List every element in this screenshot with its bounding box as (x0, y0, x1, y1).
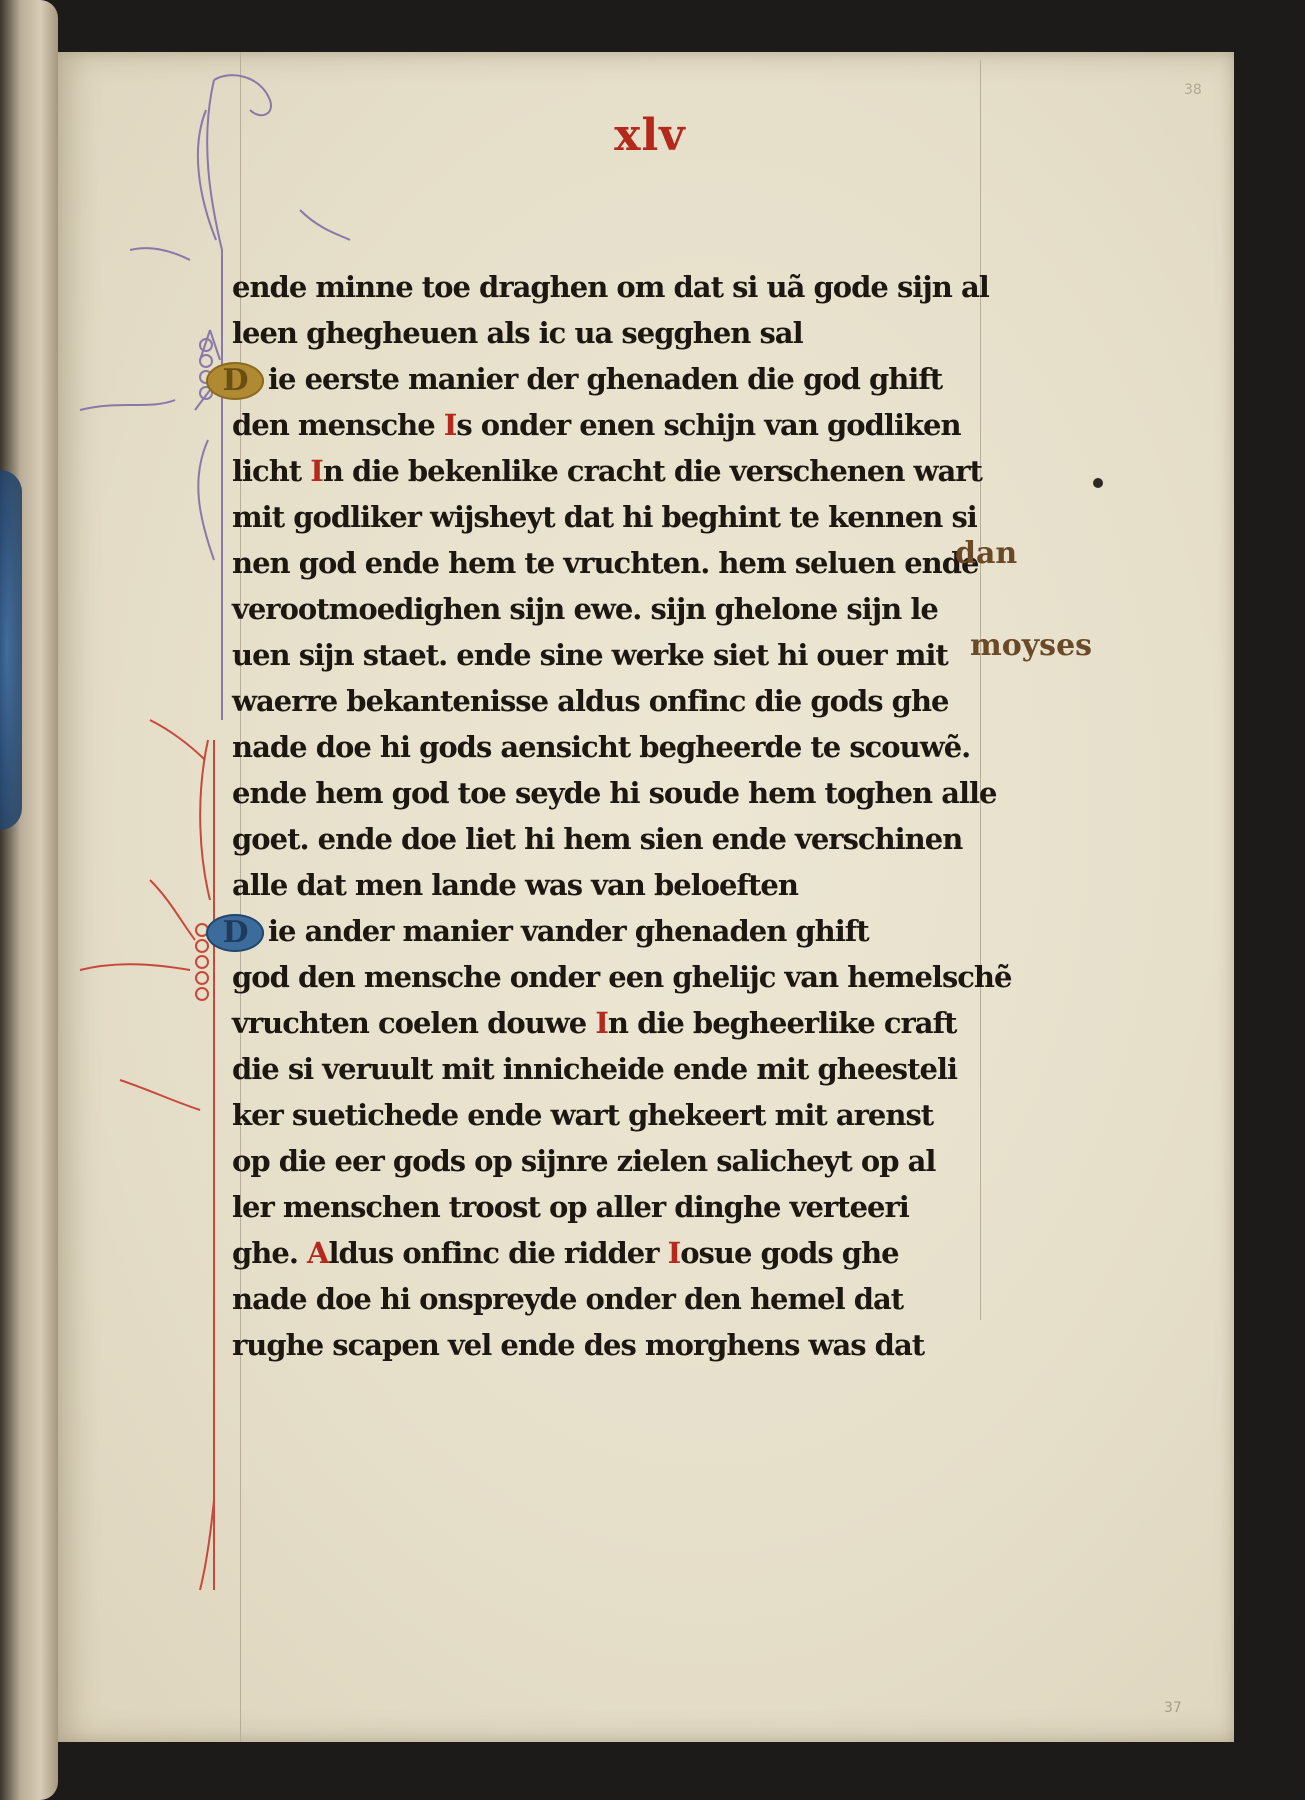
text-line (232, 776, 997, 822)
text-line (232, 730, 992, 776)
text-line (232, 1144, 992, 1190)
bottom-mark: 37 (1164, 1700, 1182, 1716)
text-line (232, 408, 992, 454)
line-text: mit godliker wijsheyt dat hi beghint te kennen si (232, 500, 977, 534)
line-text: alle dat men lande was van beloeften (232, 868, 798, 902)
line-text: n die bekenlike cracht die verschenen wart (322, 454, 982, 488)
line-text: n die begheerlike craft (607, 1006, 957, 1040)
text-line (232, 684, 992, 730)
line-text: licht (232, 454, 311, 488)
text-line (232, 868, 992, 914)
folio-number: 38 (1184, 82, 1202, 98)
main-text-column (222, 270, 1012, 1374)
text-line (232, 546, 992, 592)
text-line (232, 454, 992, 500)
text-line (232, 638, 992, 684)
text-line (232, 1328, 992, 1374)
rubric-letter: I (667, 1236, 681, 1270)
line-text: ldus onfinc die ridder (328, 1236, 668, 1270)
line-text: den mensche (232, 408, 444, 442)
ink-blot (1093, 478, 1103, 488)
line-text: ende minne toe draghen om dat si uã gode sijn al (232, 270, 989, 304)
text-line (222, 362, 992, 408)
line-text: ie eerste manier der ghenaden die god ghift (268, 362, 943, 396)
text-line (232, 1098, 992, 1144)
red-flourish (80, 720, 214, 1590)
text-line (232, 592, 992, 638)
text-line (232, 316, 992, 362)
line-text: waerre bekantenisse aldus onfinc die gods ghe (232, 684, 949, 718)
line-text: vruchten coelen douwe (232, 1006, 596, 1040)
line-text: leen ghegheuen als ic ua segghen sal (232, 316, 803, 350)
text-line (222, 914, 992, 960)
text-line (232, 1052, 992, 1098)
line-text: nen god ende hem te vruchten. hem seluen ende (232, 546, 979, 580)
blue-initial-d: D (206, 914, 264, 952)
rubric-letter: A (307, 1236, 329, 1270)
rubric-letter: I (443, 408, 457, 442)
line-text: nade doe hi gods aensicht begheerde te scouwẽ. (232, 730, 971, 764)
line-text: ghe. (232, 1236, 308, 1270)
text-line (232, 270, 992, 316)
margin-gloss-moyses: moyses (970, 628, 1093, 663)
line-text: uen sijn staet. ende sine werke siet hi ouer mit (232, 638, 948, 672)
running-head-text: xlv (614, 110, 686, 161)
text-line (232, 960, 1012, 1006)
rubric-letter: I (310, 454, 323, 488)
line-text: nade doe hi onspreyde onder den hemel dat (232, 1282, 904, 1316)
line-text: god den mensche onder een ghelijc van hemelschẽ (232, 960, 1012, 994)
text-line (232, 500, 992, 546)
line-text: goet. ende doe liet hi hem sien ende verschinen (232, 822, 963, 856)
gold-initial-d: D (206, 362, 264, 400)
line-text: ende hem god toe seyde hi soude hem toghen alle (232, 776, 997, 810)
margin-gloss-dan: dan (955, 536, 1018, 571)
text-line (232, 1006, 992, 1052)
text-line (232, 1282, 992, 1328)
line-text: ler menschen troost op aller dinghe verteeri (232, 1190, 909, 1224)
line-text: ker suetichede ende wart ghekeert mit arenst (232, 1098, 934, 1132)
line-text: osue gods ghe (680, 1236, 899, 1270)
line-text: rughe scapen vel ende des morghens was dat (232, 1328, 925, 1362)
rubric-letter: I (595, 1006, 608, 1040)
line-text: die si veruult mit innicheide ende mit gheesteli (232, 1052, 957, 1086)
text-line (232, 822, 992, 868)
line-text: ie ander manier vander ghenaden ghift (268, 914, 869, 948)
line-text: s onder enen schijn van godliken (456, 408, 961, 442)
line-text: op die eer gods op sijnre zielen salicheyt op al (232, 1144, 936, 1178)
line-text: verootmoedighen sijn ewe. sijn ghelone sijn le (232, 592, 938, 626)
text-line (232, 1236, 992, 1282)
text-line (232, 1190, 992, 1236)
